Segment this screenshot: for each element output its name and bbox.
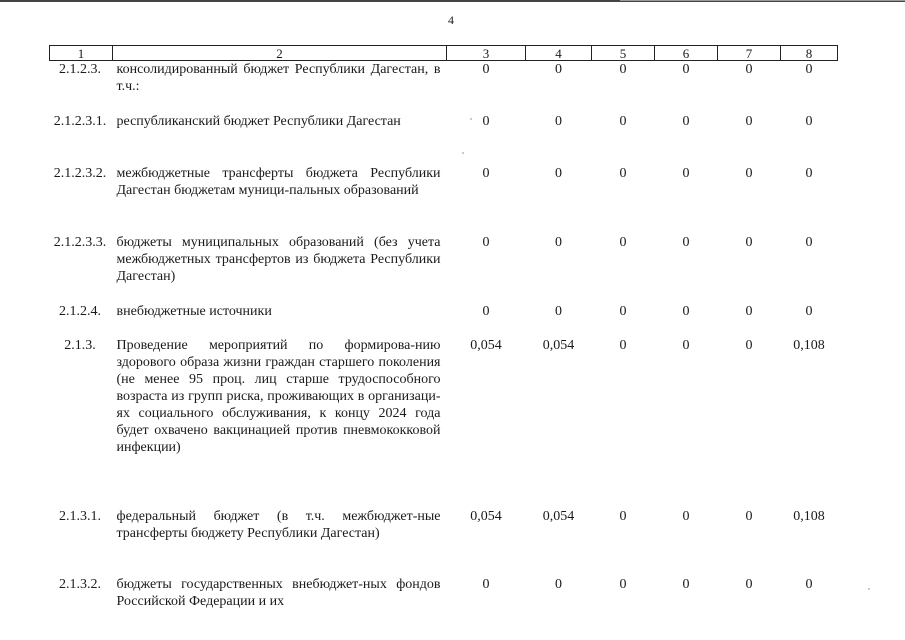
value-col-4: 0 xyxy=(555,166,562,181)
value-col-3: 0,054 xyxy=(470,509,502,524)
row-number: 2.1.3.1. xyxy=(59,509,101,524)
value-col-7: 0 xyxy=(745,509,753,524)
value-col-6: 0 xyxy=(682,577,690,592)
value-col-8: 0 xyxy=(805,62,813,77)
table-row xyxy=(50,234,838,303)
row-description: межбюджетные трансферты бюджета Республики Дагестан бюджетам муници-пальных образований xyxy=(116,166,441,198)
row-number: 2.1.2.3.2. xyxy=(53,166,107,181)
page-number: 4 xyxy=(448,13,454,27)
row-description: Проведение мероприятий по формирова-нию здорового образа жизни граждан старшего поколения (не менее 95 проц. лиц старше трудоспособного возраста из групп риска, проживающих в организаци-ях социального обслуживания, к концу 2024 года будет охвачено вакцинацией против пневмококковой инфекции) xyxy=(116,338,441,455)
row-number: 2.1.2.4. xyxy=(59,304,101,319)
value-col-5: 0 xyxy=(619,114,627,129)
header-col-1: 1 xyxy=(50,46,113,61)
value-col-4: 0,054 xyxy=(542,338,575,353)
budget-table xyxy=(49,45,838,616)
value-col-4: 0 xyxy=(555,62,562,77)
value-col-5: 0 xyxy=(619,577,627,592)
value-col-4: 0 xyxy=(555,304,562,319)
row-number: 2.1.2.3.1. xyxy=(53,114,107,129)
value-col-7: 0 xyxy=(745,166,753,181)
value-col-3: 0 xyxy=(482,114,490,129)
row-description: консолидированный бюджет Республики Дагестан, в т.ч.: xyxy=(116,62,441,94)
value-col-8: 0 xyxy=(805,304,813,319)
scan-speck xyxy=(462,152,464,154)
table-row xyxy=(50,61,838,114)
value-col-7: 0 xyxy=(745,62,753,77)
table-row xyxy=(50,508,838,576)
row-number: 2.1.2.3.3. xyxy=(53,235,107,250)
value-col-6: 0 xyxy=(682,114,690,129)
value-col-7: 0 xyxy=(745,338,753,353)
header-col-2: 2 xyxy=(113,46,447,61)
value-col-3: 0,054 xyxy=(470,338,502,353)
row-description: бюджеты муниципальных образований (без учета межбюджетных трансфертов из бюджета Республики Дагестан) xyxy=(116,235,441,284)
table-header xyxy=(50,46,838,61)
value-col-6: 0 xyxy=(682,338,690,353)
table-body xyxy=(50,61,838,617)
value-col-5: 0 xyxy=(619,509,627,524)
row-number: 2.1.3. xyxy=(64,338,96,353)
value-col-8: 0 xyxy=(805,114,813,129)
value-col-3: 0 xyxy=(482,577,490,592)
value-col-3: 0 xyxy=(482,235,490,250)
value-col-7: 0 xyxy=(745,235,753,250)
value-col-5: 0 xyxy=(619,235,627,250)
row-description: бюджеты государственных внебюджет-ных фондов Российской Федерации и их xyxy=(116,577,441,609)
value-col-8: 0 xyxy=(805,577,813,592)
value-col-5: 0 xyxy=(619,166,627,181)
value-col-8: 0 xyxy=(805,166,813,181)
value-col-3: 0 xyxy=(482,304,490,319)
table-row xyxy=(50,113,838,165)
value-col-6: 0 xyxy=(682,235,690,250)
row-number: 2.1.3.2. xyxy=(59,577,101,592)
value-col-6: 0 xyxy=(682,304,690,319)
header-row xyxy=(50,46,838,61)
header-col-4: 4 xyxy=(526,46,592,61)
value-col-8: 0,108 xyxy=(793,509,825,524)
value-col-7: 0 xyxy=(745,114,753,129)
value-col-3: 0 xyxy=(482,62,490,77)
value-col-7: 0 xyxy=(745,577,753,592)
value-col-6: 0 xyxy=(682,509,690,524)
value-col-8: 0 xyxy=(805,235,813,250)
value-col-6: 0 xyxy=(682,166,690,181)
table-row xyxy=(50,576,838,616)
value-col-5: 0 xyxy=(619,304,627,319)
value-col-4: 0,054 xyxy=(542,509,575,524)
row-number: 2.1.2.3. xyxy=(59,62,101,77)
value-col-6: 0 xyxy=(682,62,690,77)
value-col-3: 0 xyxy=(482,166,490,181)
value-col-5: 0 xyxy=(619,62,627,77)
value-col-5: 0 xyxy=(619,338,627,353)
row-description: внебюджетные источники xyxy=(116,304,272,319)
header-col-6: 6 xyxy=(655,46,718,61)
table-row xyxy=(50,337,838,508)
value-col-4: 0 xyxy=(555,114,562,129)
value-col-4: 0 xyxy=(555,577,562,592)
scan-speck xyxy=(868,588,870,590)
row-description: федеральный бюджет (в т.ч. межбюджет-ные трансферты бюджету Республики Дагестан) xyxy=(116,509,441,541)
value-col-8: 0,108 xyxy=(793,338,825,353)
header-col-5: 5 xyxy=(592,46,655,61)
table-row xyxy=(50,165,838,234)
table-row xyxy=(50,303,838,337)
value-col-7: 0 xyxy=(745,304,753,319)
header-col-8: 8 xyxy=(781,46,838,61)
scan-edge-line-secondary xyxy=(620,0,905,1)
header-col-7: 7 xyxy=(718,46,781,61)
scan-speck xyxy=(470,118,472,120)
row-description: республиканский бюджет Республики Дагестан xyxy=(116,114,401,129)
value-col-4: 0 xyxy=(555,235,562,250)
header-col-3: 3 xyxy=(447,46,526,61)
